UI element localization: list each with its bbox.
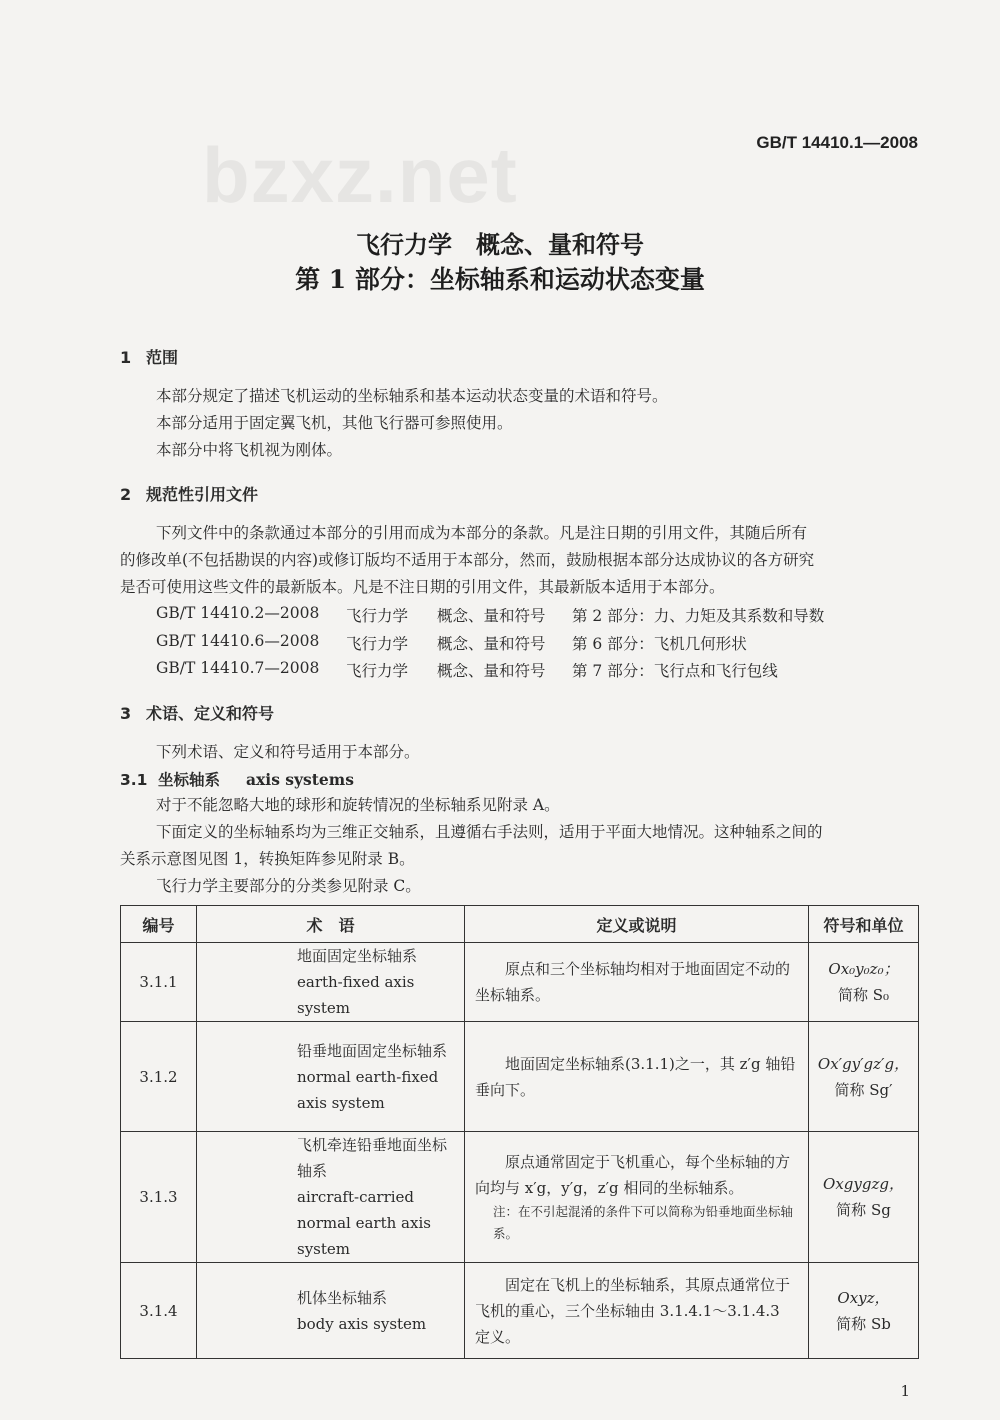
column-header-definition: 定义或说明 [465,906,809,943]
term-chinese: 地面固定坐标轴系 [297,947,418,965]
definition-text: 原点通常固定于飞机重心，每个坐标轴的方向均与 x′g，y′g，z′g 相同的坐标轴系。 [475,1153,791,1197]
paragraph: 下列术语、定义和符号适用于本部分。 [156,743,420,761]
paragraph-line: 下列文件中的条款通过本部分的引用而成为本部分的条款。凡是注日期的引用文件，其随后所有 [156,524,808,542]
symbol-short: 简称 Sg [836,1201,891,1219]
table-row [121,1022,919,1132]
paragraph-line: 的修改单(不包括勘误的内容)或修订版均不适用于本部分，然而，鼓励根据本部分达成协议的各方研究 [120,551,815,569]
definition-cell [465,1022,809,1132]
definition-text: 地面固定坐标轴系(3.1.1)之一，其 z′g 轴铅垂向下。 [475,1054,796,1099]
subsection-number: 3.1 [120,771,148,789]
symbol-cell [809,943,919,1022]
reference-part: 第 6 部分：飞机几何形状 [572,635,747,653]
symbol-short: 简称 S₀ [837,986,890,1004]
document-title-line1: 飞行力学 概念、量和符号 [356,230,644,259]
term-english: normal earth-fixed axis system [297,1067,439,1112]
symbol-cell [809,1132,919,1263]
term-english: body axis system [297,1314,427,1333]
term-chinese: 铅垂地面固定坐标轴系 [297,1041,448,1060]
paragraph: 飞行力学主要部分的分类参见附录 C。 [156,877,421,895]
term-cell [197,1022,465,1132]
table-header-row [121,906,919,943]
definition-cell [465,943,809,1022]
definition-note: 注：在不引起混淆的条件下可以简称为铅垂地面坐标轴系。 [493,1204,794,1241]
term-english: earth-fixed axis system [297,973,415,1017]
subsection-title-en: axis systems [246,770,354,789]
reference-title: 飞行力学 [346,635,409,653]
paragraph: 本部分适用于固定翼飞机，其他飞行器可参照使用。 [156,414,513,432]
reference-code: GB/T 14410.6—2008 [156,632,320,650]
definition-cell [465,1132,809,1263]
definition-text: 原点和三个坐标轴均相对于地面固定不动的坐标轴系。 [475,960,791,1004]
term-number: 3.1.4 [121,1263,197,1359]
symbol: Oxgygzg， [823,1175,904,1193]
term-english: aircraft-carried normal earth axis system [297,1188,431,1258]
term-cell [197,943,465,1022]
reference-title: 概念、量和符号 [437,662,546,680]
symbol-short: 简称 Sb [836,1314,891,1333]
paragraph-line: 是否可使用这些文件的最新版本。凡是不注日期的引用文件，其最新版本适用于本部分。 [120,578,725,596]
subsection-3-1-heading [120,768,354,790]
reference-title: 飞行力学 [346,607,409,625]
paragraph: 本部分规定了描述飞机运动的坐标轴系和基本运动状态变量的术语和符号。 [156,387,668,405]
section-number: 3 [120,704,132,723]
symbol-short: 简称 Sg′ [834,1080,893,1099]
paragraph: 本部分中将飞机视为刚体。 [156,441,343,459]
table-row [121,943,919,1022]
term-number: 3.1.1 [121,943,197,1022]
reference-code: GB/T 14410.7—2008 [156,659,320,677]
table-row [121,1263,919,1359]
section-2-heading [120,482,258,505]
term-chinese: 飞机牵连铅垂地面坐标轴系 [297,1136,448,1180]
term-cell [197,1132,465,1263]
symbol-cell [809,1263,919,1359]
symbol-cell [809,1022,919,1132]
term-chinese: 机体坐标轴系 [297,1288,388,1307]
section-number: 2 [120,485,132,504]
terms-table [120,905,919,1359]
reference-title: 概念、量和符号 [437,607,546,625]
symbol: Ox′gy′gz′g， [817,1054,910,1073]
document-title-line2: 第 1 部分：坐标轴系和运动状态变量 [295,265,705,294]
definition-text: 固定在飞机上的坐标轴系，其原点通常位于飞机的重心，三个坐标轴由 3.1.4.1～3.1.4.3 定义。 [475,1275,791,1346]
section-title: 范围 [146,348,179,367]
column-header-term: 术 语 [197,906,465,943]
column-header-symbol: 符号和单位 [809,906,919,943]
term-number: 3.1.2 [121,1022,197,1132]
paragraph: 对于不能忽略大地的球形和旋转情况的坐标轴系见附录 A。 [156,796,560,814]
reference-part: 第 7 部分：飞行点和飞行包线 [572,662,778,680]
definition-cell [465,1263,809,1359]
reference-part: 第 2 部分：力、力矩及其系数和导数 [572,607,825,625]
section-title: 术语、定义和符号 [146,704,275,723]
term-cell [197,1263,465,1359]
symbol: Oxyz， [837,1288,890,1307]
reference-title: 飞行力学 [346,662,409,680]
table-row [121,1132,919,1263]
reference-code: GB/T 14410.2—2008 [156,604,320,622]
standard-number: GB/T 14410.1—2008 [756,133,918,152]
symbol: Ox₀y₀z₀； [828,960,899,978]
section-1-heading [120,345,178,368]
reference-title: 概念、量和符号 [437,635,546,653]
term-number: 3.1.3 [121,1132,197,1263]
section-3-heading [120,701,274,724]
paragraph-line: 关系示意图见图 1，转换矩阵参见附录 B。 [120,850,415,868]
column-header-number: 编号 [121,906,197,943]
page-number: 1 [900,1382,910,1400]
section-number: 1 [120,348,132,367]
section-title: 规范性引用文件 [146,485,259,504]
paragraph-line: 下面定义的坐标轴系均为三维正交轴系，且遵循右手法则，适用于平面大地情况。这种轴系之间的 [156,823,823,841]
watermark: bzxz.net [202,131,518,219]
subsection-title: 坐标轴系 [158,771,221,789]
